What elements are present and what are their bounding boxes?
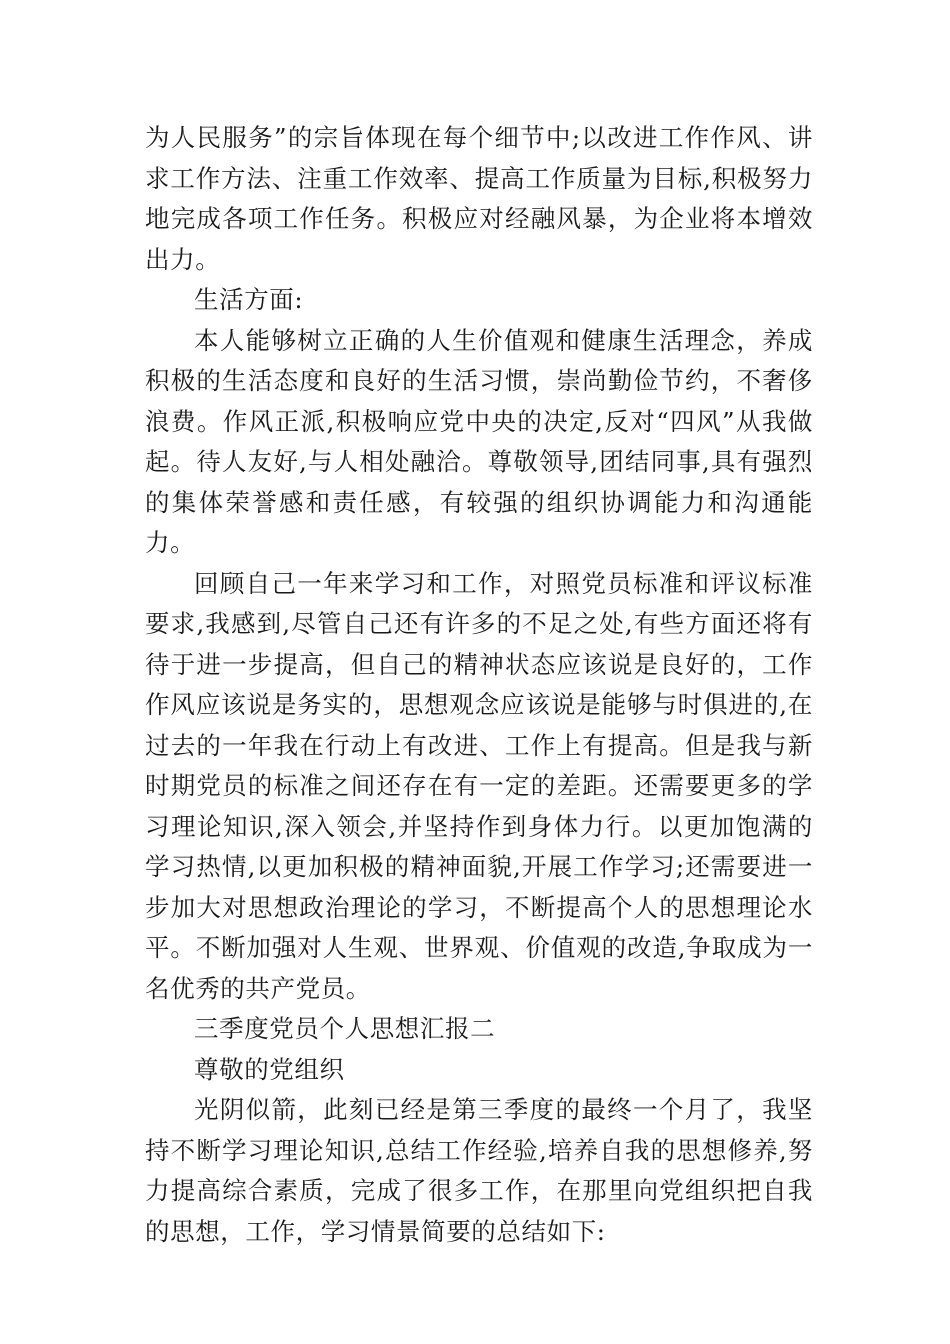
- report-title: 三季度党员个人思想汇报二: [194, 1014, 496, 1043]
- paragraph-review: 回顾自己一年来学习和工作，对照党员标准和评议标准要求,我感到,尽管自己还有许多的不足之处,有些方面还将有待于进一步提高，但自己的精神状态应该说是良好的，工作作风应该说是务实的，思想观念应该说是能够与时俱进的,在过去的一年我在行动上有改进、工作上有提高。但是我与新时期党员的标准之间还存在有一定的差距。还需要更多的学习理论知识,深入领会,并坚持作到身体力行。以更加饱满的学习热情,以更加积极的精神面貌,开展工作学习;还需要进一步加大对思想政治理论的学习，不断提高个人的思想理论水平。不断加强对人生观、世界观、价值观的改造,争取成为一名优秀的共产党员。: [145, 568, 813, 1003]
- paragraph-intro: 光阴似箭，此刻已经是第三季度的最终一个月了，我坚持不断学习理论知识,总结工作经验,培养自我的思想修养,努力提高综合素质，完成了很多工作，在那里向党组织把自我的思想，工作，学习情景简要的总结如下:: [145, 1095, 813, 1246]
- document-page: [145, 118, 813, 1252]
- section-heading-life: 生活方面:: [194, 285, 304, 314]
- salutation: 尊敬的党组织: [194, 1054, 345, 1084]
- paragraph-continuation: 为人民服务”的宗旨体现在每个细节中;以改进工作作风、讲求工作方法、注重工作效率、提高工作质量为目标,积极努力地完成各项工作任务。积极应对经融风暴，为企业将本增效出力。: [145, 123, 813, 274]
- paragraph-life: 本人能够树立正确的人生价值观和健康生活理念，养成积极的生活态度和良好的生活习惯，崇尚勤俭节约，不奢侈浪费。作风正派,积极响应党中央的决定,反对“四风”从我做起。待人友好,与人相处融洽。尊敬领导,团结同事,具有强烈的集体荣誉感和责任感，有较强的组织协调能力和沟通能力。: [145, 325, 813, 557]
